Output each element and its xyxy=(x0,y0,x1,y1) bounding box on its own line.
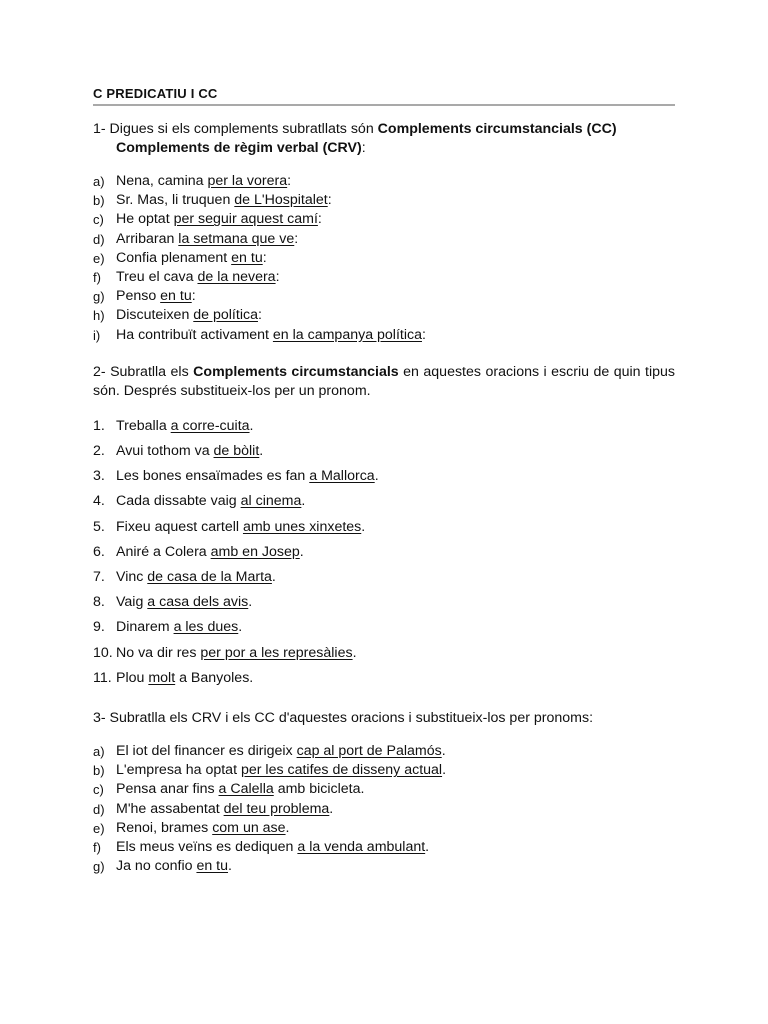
list-item xyxy=(93,742,675,761)
section1-bold-crv: Complements de règim verbal (CRV) xyxy=(116,140,362,156)
item-text: No va dir res xyxy=(116,644,201,661)
section1-line2 xyxy=(93,139,675,158)
item-ending: . xyxy=(441,743,446,760)
item-text: Arribaran xyxy=(116,230,179,247)
list-marker: i) xyxy=(93,327,101,343)
item-ending: . xyxy=(329,800,334,817)
item-ending: : xyxy=(287,173,292,189)
list-marker: b) xyxy=(93,193,105,209)
underlined-complement: en la campanya política xyxy=(272,326,422,343)
item-ending: . xyxy=(249,417,254,434)
list-item xyxy=(93,230,675,249)
item-text: Aniré a Colera xyxy=(116,543,211,560)
item-ending: . xyxy=(238,619,243,636)
underlined-complement: com un ase xyxy=(212,819,286,836)
underlined-complement: amb unes xinxetes xyxy=(242,518,362,535)
underlined-complement: de L'Hospitalet xyxy=(234,192,328,209)
list-item xyxy=(93,414,675,439)
list-item xyxy=(93,268,675,287)
item-ending: : xyxy=(327,192,332,209)
list-marker: e) xyxy=(93,820,105,836)
section1-bold-cc: Complements circumstancials (CC) xyxy=(377,121,617,137)
underlined-complement: a la venda ambulant xyxy=(297,839,426,856)
item-text: Treu el cava xyxy=(116,269,198,286)
section2-bold: Complements circumstancials xyxy=(193,363,399,380)
item-ending: . xyxy=(352,644,357,661)
list-marker: c) xyxy=(93,782,104,798)
list-marker: 3. xyxy=(93,468,105,485)
list-item xyxy=(93,306,675,325)
spacer xyxy=(93,401,675,414)
item-ending: . xyxy=(259,443,264,460)
item-text: Vinc xyxy=(116,569,148,586)
list-item xyxy=(93,326,675,345)
section2-suffix: en aquestes oracions i escriu de quin tipus són. Després substitueix-los per un pronom. xyxy=(93,363,675,399)
list-item xyxy=(93,210,675,229)
spacer xyxy=(93,728,675,742)
spacer xyxy=(93,158,675,172)
section2-prefix: 2- Subratlla els xyxy=(93,363,194,380)
list-item xyxy=(93,761,675,780)
item-ending: . xyxy=(248,594,253,611)
item-ending: . xyxy=(228,858,232,875)
section1-list xyxy=(93,172,675,345)
list-marker: g) xyxy=(93,859,105,875)
item-ending: : xyxy=(275,269,280,286)
underlined-complement: a Calella xyxy=(218,781,274,798)
item-text: Treballa xyxy=(116,417,171,434)
underlined-complement: al cinema xyxy=(240,493,302,510)
list-marker: 1. xyxy=(93,417,105,434)
item-text: Avui tothom va xyxy=(116,443,214,460)
section1-prefix: 1- Digues si els complements subratllats són xyxy=(93,121,378,137)
list-item xyxy=(93,172,675,191)
list-marker: a) xyxy=(93,174,105,189)
item-text: He optat xyxy=(116,211,174,228)
list-marker: 11. xyxy=(93,669,112,686)
item-ending: . xyxy=(425,839,430,856)
list-marker: f) xyxy=(93,840,101,856)
underlined-complement: per seguir aquest camí xyxy=(173,211,318,228)
section2-list xyxy=(93,414,675,691)
item-text: L'empresa ha optat xyxy=(116,762,241,779)
underlined-complement: la setmana que ve xyxy=(178,230,295,247)
list-marker: d) xyxy=(93,801,105,817)
item-text: Confia plenament xyxy=(116,249,232,266)
item-ending: : xyxy=(257,307,262,324)
list-item xyxy=(93,857,675,876)
list-marker: 4. xyxy=(93,493,105,510)
item-ending: . xyxy=(442,762,447,779)
underlined-complement: per les catifes de disseny actual xyxy=(240,762,443,779)
list-item xyxy=(93,191,675,210)
item-ending: . xyxy=(301,493,306,510)
list-item xyxy=(93,615,675,640)
list-marker: 5. xyxy=(93,518,105,535)
item-text: Cada dissabte vaig xyxy=(116,493,241,510)
underlined-complement: a les dues xyxy=(173,619,239,636)
section2-instruction xyxy=(93,363,675,401)
item-ending: . xyxy=(374,468,379,485)
list-marker: 6. xyxy=(93,543,105,560)
item-ending: amb bicicleta. xyxy=(273,781,365,798)
spacer xyxy=(93,691,675,709)
item-ending: . xyxy=(271,569,276,586)
worksheet xyxy=(93,86,675,876)
list-marker: 10. xyxy=(93,644,113,661)
item-text: Vaig xyxy=(116,594,148,611)
item-text: M'he assabentat xyxy=(116,800,224,817)
underlined-complement: a casa dels avis xyxy=(147,594,249,611)
item-text: El iot del financer es dirigeix xyxy=(116,743,297,760)
list-marker: g) xyxy=(93,289,105,305)
list-marker: h) xyxy=(93,308,105,324)
list-marker: c) xyxy=(93,212,104,228)
item-text: Fixeu aquest cartell xyxy=(116,518,243,535)
list-item xyxy=(93,666,675,691)
list-item xyxy=(93,249,675,268)
underlined-complement: per por a les represàlies xyxy=(200,644,353,661)
list-item xyxy=(93,287,675,306)
underlined-complement: en tu xyxy=(196,858,229,875)
list-marker: e) xyxy=(93,250,105,266)
item-text: Renoi, brames xyxy=(116,819,213,836)
item-ending: . xyxy=(361,518,366,535)
item-ending: : xyxy=(262,249,267,266)
item-text: Els meus veïns es dediquen xyxy=(116,839,298,856)
item-text: Ja no confio xyxy=(116,858,197,875)
section1-instruction xyxy=(93,120,675,158)
list-item xyxy=(93,780,675,799)
underlined-complement: cap al port de Palamós xyxy=(296,743,442,760)
list-item xyxy=(93,838,675,857)
page-title: C PREDICATIU I CC xyxy=(93,86,218,101)
list-marker: f) xyxy=(93,270,101,286)
list-item xyxy=(93,800,675,819)
list-item xyxy=(93,439,675,464)
underlined-complement: de bòlit xyxy=(213,443,260,460)
spacer xyxy=(93,345,675,363)
item-text: Nena, camina xyxy=(116,173,208,189)
section3-instruction: 3- Subratlla els CRV i els CC d'aquestes oracions i substitueix-los per pronoms: xyxy=(93,710,594,727)
list-item xyxy=(93,540,675,565)
list-item xyxy=(93,464,675,489)
title-divider xyxy=(93,104,675,106)
item-text: Discuteixen xyxy=(116,307,194,324)
item-ending: : xyxy=(421,326,426,343)
list-item xyxy=(93,515,675,540)
list-marker: a) xyxy=(93,744,105,760)
item-text: Sr. Mas, li truquen xyxy=(116,192,235,209)
list-item xyxy=(93,590,675,615)
list-item xyxy=(93,641,675,666)
underlined-complement: a Mallorca xyxy=(309,468,375,485)
underlined-complement: amb en Josep xyxy=(210,543,300,560)
list-marker: 2. xyxy=(93,443,105,460)
list-marker: 7. xyxy=(93,569,105,586)
list-marker: b) xyxy=(93,763,105,779)
list-item xyxy=(93,565,675,590)
underlined-complement: del teu problema xyxy=(223,800,330,817)
list-item xyxy=(93,489,675,514)
item-ending: . xyxy=(299,543,304,560)
item-ending: : xyxy=(317,211,322,228)
underlined-complement: per la vorera xyxy=(207,173,288,189)
item-text: Penso xyxy=(116,288,161,305)
underlined-complement: de la nevera xyxy=(197,269,276,286)
list-marker: 9. xyxy=(93,619,105,636)
item-ending: . xyxy=(285,819,290,836)
item-text: Plou xyxy=(116,669,149,686)
item-ending: : xyxy=(294,230,299,247)
list-marker: d) xyxy=(93,231,105,247)
list-item xyxy=(93,819,675,838)
item-text: Pensa anar fins xyxy=(116,781,219,798)
section3-list xyxy=(93,742,675,876)
item-ending: a Banyoles. xyxy=(175,669,254,686)
underlined-complement: molt xyxy=(148,669,176,686)
underlined-complement: de casa de la Marta xyxy=(147,569,272,586)
item-text: Ha contribuït activament xyxy=(116,326,273,343)
item-ending: : xyxy=(191,288,196,305)
underlined-complement: en tu xyxy=(160,288,192,305)
item-text: Dinarem xyxy=(116,619,174,636)
list-marker: 8. xyxy=(93,594,105,611)
section1-suffix: : xyxy=(361,140,366,156)
underlined-complement: de política xyxy=(193,307,258,324)
underlined-complement: en tu xyxy=(231,249,263,266)
item-text: Les bones ensaïmades es fan xyxy=(116,468,310,485)
underlined-complement: a corre-cuita xyxy=(170,417,250,434)
